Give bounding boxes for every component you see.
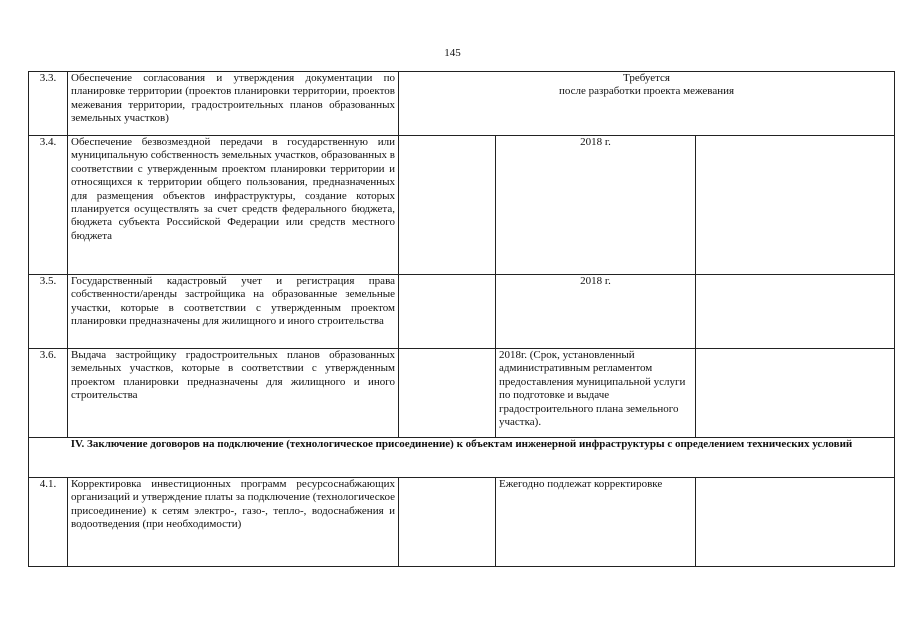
- measure-text: Обеспечение согласования и утверждения документации по планировке территории (проектов планировки территории, проектов межевания территории, градостроительных планов образованных земельных участков): [68, 72, 399, 136]
- measure-text: Выдача застройщику градостроительных планов образованных земельных участков, которые в соответствии с утвержденным проектом планировки предназначены для жилищного и иного строительства: [68, 349, 399, 438]
- term-cell: Ежегодно подлежат корректировке: [496, 478, 696, 567]
- term-cell: 2018 г.: [496, 136, 696, 275]
- table-row-3-3: [29, 72, 895, 136]
- table-row-3-5: [29, 275, 895, 349]
- empty-cell: [399, 478, 496, 567]
- row-number: 3.5.: [29, 275, 68, 349]
- measure-text: Государственный кадастровый учет и регистрация права собственности/аренды застройщика на образованные земельные участки, которые в соответствии с утвержденным проектом планировки предназначены для жилищного и иного строительства: [68, 275, 399, 349]
- page-number: 145: [444, 47, 461, 59]
- empty-cell: [696, 349, 895, 438]
- table-row-3-6: [29, 349, 895, 438]
- empty-cell: [399, 349, 496, 438]
- table-row-4-1: [29, 478, 895, 567]
- row-number: 4.1.: [29, 478, 68, 567]
- section-heading: IV. Заключение договоров на подключение (технологическое присоединение) к объектам инженерной инфраструктуры с определением технических условий: [29, 438, 895, 478]
- term-cell: 2018 г.: [496, 275, 696, 349]
- empty-cell: [399, 275, 496, 349]
- term-required: Требуется: [623, 72, 670, 84]
- term-condition: после разработки проекта межевания: [558, 85, 735, 98]
- measures-table: [28, 71, 895, 567]
- measure-text: Корректировка инвестиционных программ ресурсоснабжающих организаций и утверждение платы за подключение (технологическое присоединение) к сетям электро-, газо-, тепло-, водоснабжения и водоотведения (при необходимости): [68, 478, 399, 567]
- empty-cell: [696, 478, 895, 567]
- empty-cell: [696, 275, 895, 349]
- empty-cell: [696, 136, 895, 275]
- merged-term-cell: [399, 72, 895, 136]
- term-cell: 2018г. (Срок, установленный административным регламентом предоставления муниципальной услуги по подготовке и выдаче градостроительного плана земельного участка).: [496, 349, 696, 438]
- empty-cell: [399, 136, 496, 275]
- section-heading-row: [29, 438, 895, 478]
- row-number: 3.3.: [29, 72, 68, 136]
- row-number: 3.6.: [29, 349, 68, 438]
- row-number: 3.4.: [29, 136, 68, 275]
- table-row-3-4: [29, 136, 895, 275]
- measure-text: Обеспечение безвозмездной передачи в государственную или муниципальную собственность земельных участков, образованных в соответствии с утвержденным проектом планировки территории и относящихся к территории общего пользования, предназначенных для размещения объектов инфраструктуры, создание которых планируется осуществлять за счет средств федерального бюджета, бюджета субъекта Российской Федерации или средств местного бюджета: [68, 136, 399, 275]
